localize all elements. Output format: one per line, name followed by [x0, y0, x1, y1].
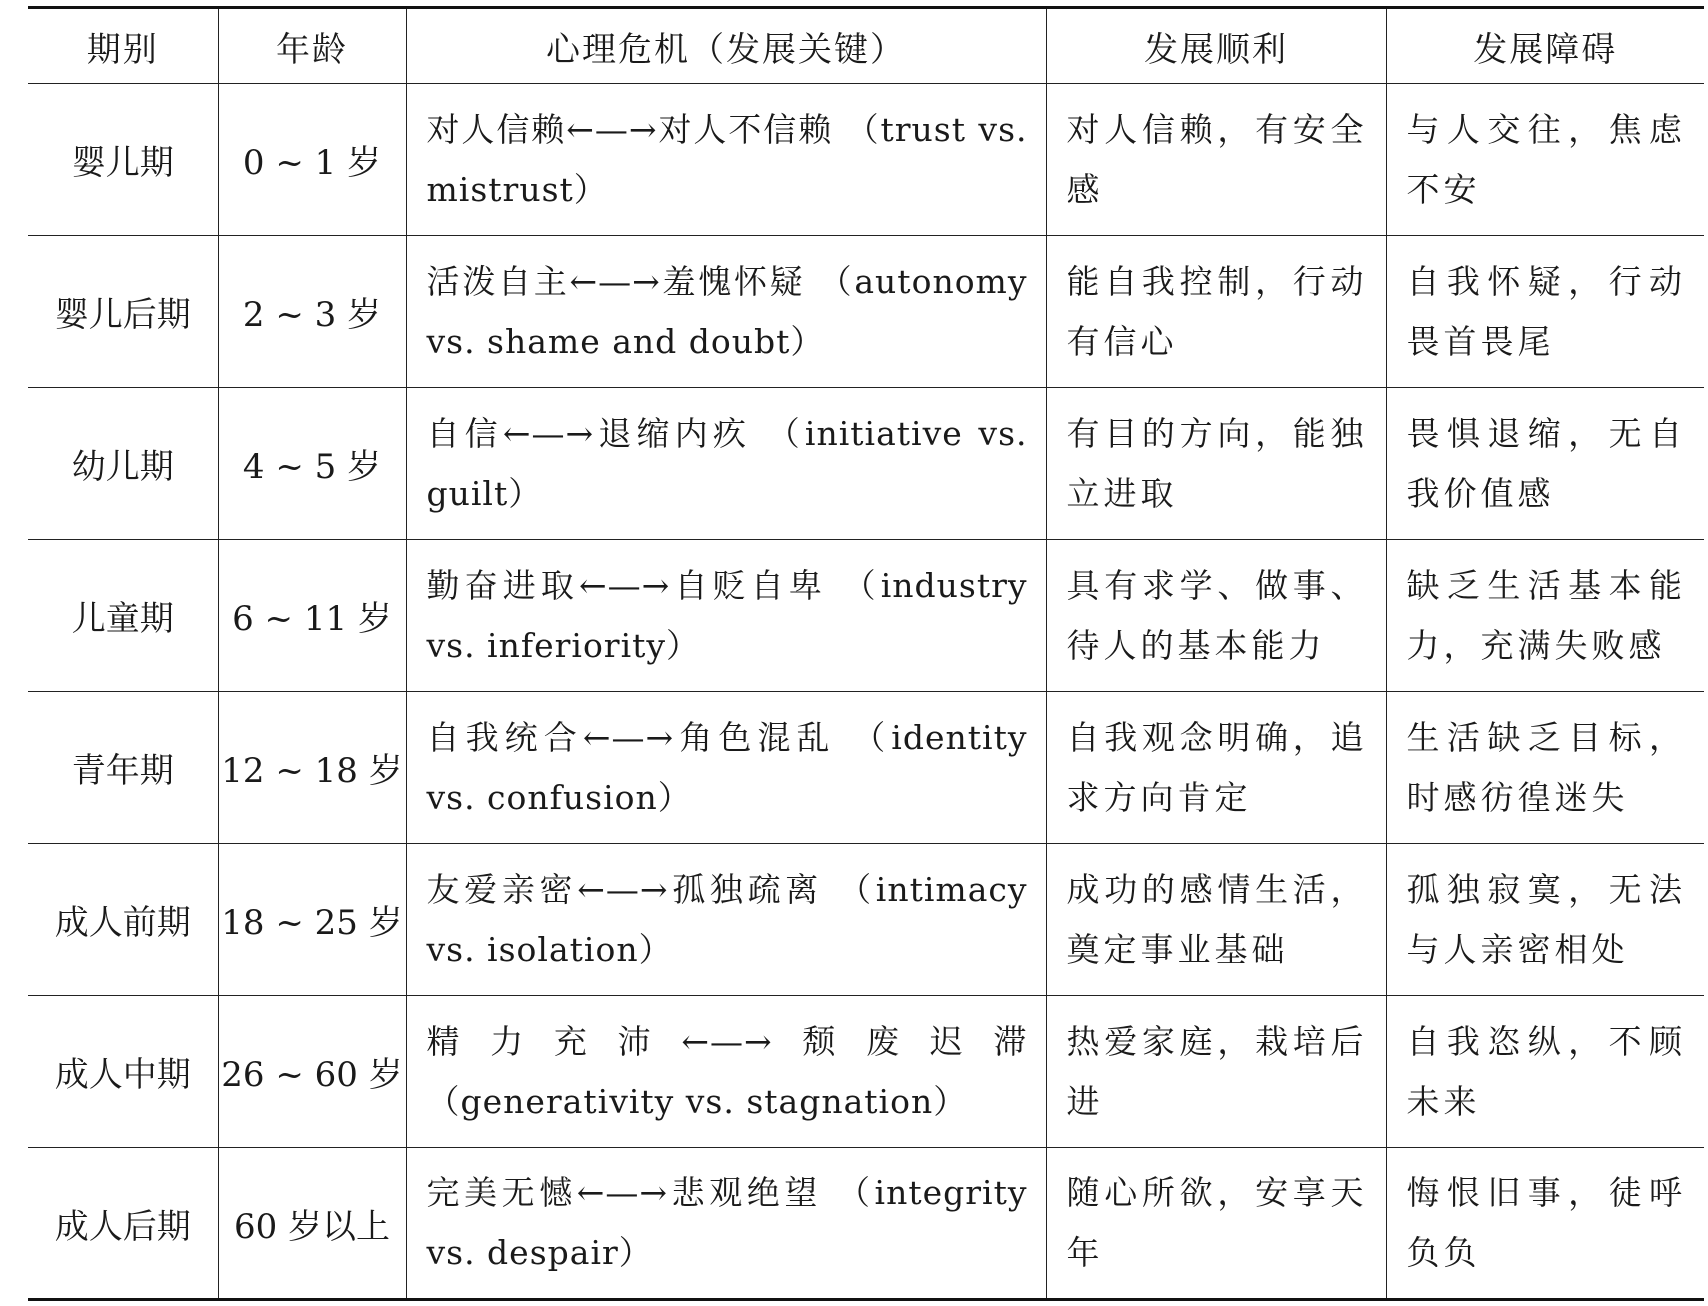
header-success: 发展顺利	[1046, 8, 1386, 84]
cell-period: 成人中期	[28, 996, 218, 1148]
cell-success: 对人信赖，有安全感	[1046, 84, 1386, 236]
table-row	[28, 996, 1704, 1148]
development-stage-table	[28, 6, 1704, 1301]
cell-age: 18 ~ 25 岁	[218, 844, 406, 996]
table-row	[28, 84, 1704, 236]
cell-period: 青年期	[28, 692, 218, 844]
cell-crisis: 精力充沛←—→颓废迟滞 （generativity vs. stagnation）	[406, 996, 1046, 1148]
cell-obstacle: 孤独寂寞，无法与人亲密相处	[1386, 844, 1704, 996]
table-row	[28, 540, 1704, 692]
cell-age: 12 ~ 18 岁	[218, 692, 406, 844]
header-age: 年龄	[218, 8, 406, 84]
cell-success: 能自我控制，行动有信心	[1046, 236, 1386, 388]
cell-crisis: 自信←—→退缩内疚 （initiative vs. guilt）	[406, 388, 1046, 540]
cell-age: 60 岁以上	[218, 1148, 406, 1300]
cell-period: 婴儿期	[28, 84, 218, 236]
cell-age: 4 ~ 5 岁	[218, 388, 406, 540]
table-header-row	[28, 8, 1704, 84]
header-obstacle: 发展障碍	[1386, 8, 1704, 84]
cell-obstacle: 悔恨旧事，徒呼负负	[1386, 1148, 1704, 1300]
header-period: 期别	[28, 8, 218, 84]
cell-success: 具有求学、做事、待人的基本能力	[1046, 540, 1386, 692]
cell-period: 婴儿后期	[28, 236, 218, 388]
table-row	[28, 388, 1704, 540]
cell-period: 成人前期	[28, 844, 218, 996]
cell-obstacle: 自我恣纵，不顾未来	[1386, 996, 1704, 1148]
cell-period: 幼儿期	[28, 388, 218, 540]
cell-crisis: 友爱亲密←—→孤独疏离 （intimacy vs. isolation）	[406, 844, 1046, 996]
cell-crisis: 自我统合←—→角色混乱 （identity vs. confusion）	[406, 692, 1046, 844]
table-row	[28, 692, 1704, 844]
cell-period: 儿童期	[28, 540, 218, 692]
cell-age: 0 ~ 1 岁	[218, 84, 406, 236]
cell-crisis: 活泼自主←—→羞愧怀疑 （autonomy vs. shame and doubt）	[406, 236, 1046, 388]
table-row	[28, 844, 1704, 996]
cell-age: 26 ~ 60 岁	[218, 996, 406, 1148]
table-row	[28, 1148, 1704, 1300]
header-crisis: 心理危机（发展关键）	[406, 8, 1046, 84]
cell-obstacle: 与人交往，焦虑不安	[1386, 84, 1704, 236]
cell-age: 6 ~ 11 岁	[218, 540, 406, 692]
cell-age: 2 ~ 3 岁	[218, 236, 406, 388]
cell-obstacle: 缺乏生活基本能力，充满失败感	[1386, 540, 1704, 692]
cell-crisis: 对人信赖←—→对人不信赖 （trust vs. mistrust）	[406, 84, 1046, 236]
cell-success: 有目的方向，能独立进取	[1046, 388, 1386, 540]
cell-success: 自我观念明确，追求方向肯定	[1046, 692, 1386, 844]
cell-period: 成人后期	[28, 1148, 218, 1300]
cell-obstacle: 生活缺乏目标，时感彷徨迷失	[1386, 692, 1704, 844]
cell-success: 热爱家庭，栽培后进	[1046, 996, 1386, 1148]
cell-obstacle: 畏惧退缩，无自我价值感	[1386, 388, 1704, 540]
cell-success: 随心所欲，安享天年	[1046, 1148, 1386, 1300]
cell-crisis: 勤奋进取←—→自贬自卑 （industry vs. inferiority）	[406, 540, 1046, 692]
cell-obstacle: 自我怀疑，行动畏首畏尾	[1386, 236, 1704, 388]
development-stage-table-container	[28, 6, 1704, 1301]
cell-success: 成功的感情生活，奠定事业基础	[1046, 844, 1386, 996]
table-row	[28, 236, 1704, 388]
cell-crisis: 完美无憾←—→悲观绝望 （integrity vs. despair）	[406, 1148, 1046, 1300]
